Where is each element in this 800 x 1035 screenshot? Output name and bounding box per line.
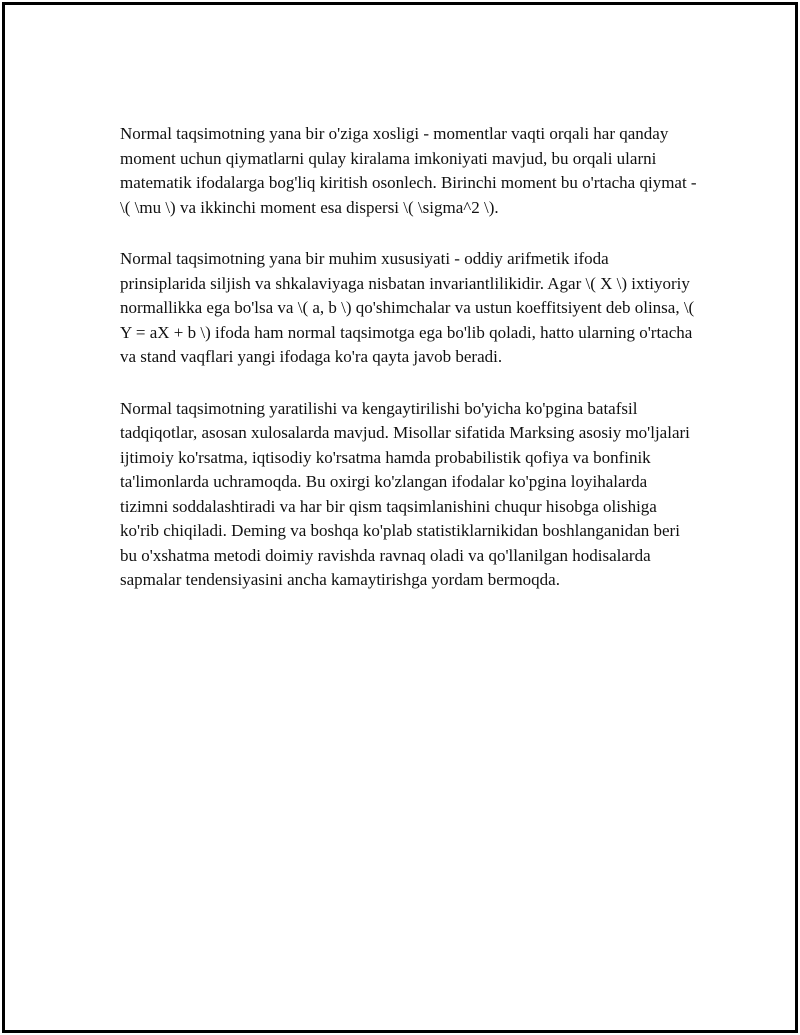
paragraph-3: Normal taqsimotning yaratilishi va kengaytirilishi bo'yicha ko'pgina batafsil tadqiqotlar, asosan xulosalarda mavjud. Misollar sifatida Marksing asosiy mo'ljalari ijtimoiy ko'rsatma, iqtisodiy ko'rsatma hamda probabilistik qofiya va bonfinik ta'limonlarda uchramoqda. Bu oxirgi ko'zlangan ifodalar ko'pgina loyihalarda tizimni soddalashtiradi va har bir qism taqsimlanishini chuqur hisobga olishiga ko'rib chiqiladi. Deming va boshqa ko'plab statistiklarnikidan boshlanganidan beri bu o'xshatma metodi doimiy ravishda ravnaq oladi va qo'llanilgan hodisalarda sapmalar tendensiyasini ancha kamaytirishga yordam bermoqda. [120, 398, 690, 589]
paragraph-1: Normal taqsimotning yana bir o'ziga xosligi - momentlar vaqti orqali har qanday moment uchun qiymatlarni qulay kiralama imkoniyati mavjud, bu orqali ularni matematik ifodalarga bog'liq kiritish osonlech. Birinchi moment bu o'rtacha qiymat - \( \mu \) va ikkinchi moment esa dispersi \( \sigma^2 \). [120, 124, 697, 217]
document-page [2, 2, 798, 1033]
paragraph-2: Normal taqsimotning yana bir muhim xususiyati - oddiy arifmetik ifoda prinsiplarida siljish va shkalaviyaga nisbatan invariantlilikidir. Agar \( X \) ixtiyoriy normallikka ega bo'lsa va \( a, b \) qo'shimchalar va ustun koeffitsiyent deb olinsa, \( Y = aX + b \) ifoda ham normal taqsimotga ega bo'lib qoladi, hatto ularning o'rtacha va stand vaqflari yangi ifodaga ko'ra qayta javob beradi. [120, 249, 695, 366]
document-body [120, 122, 698, 620]
